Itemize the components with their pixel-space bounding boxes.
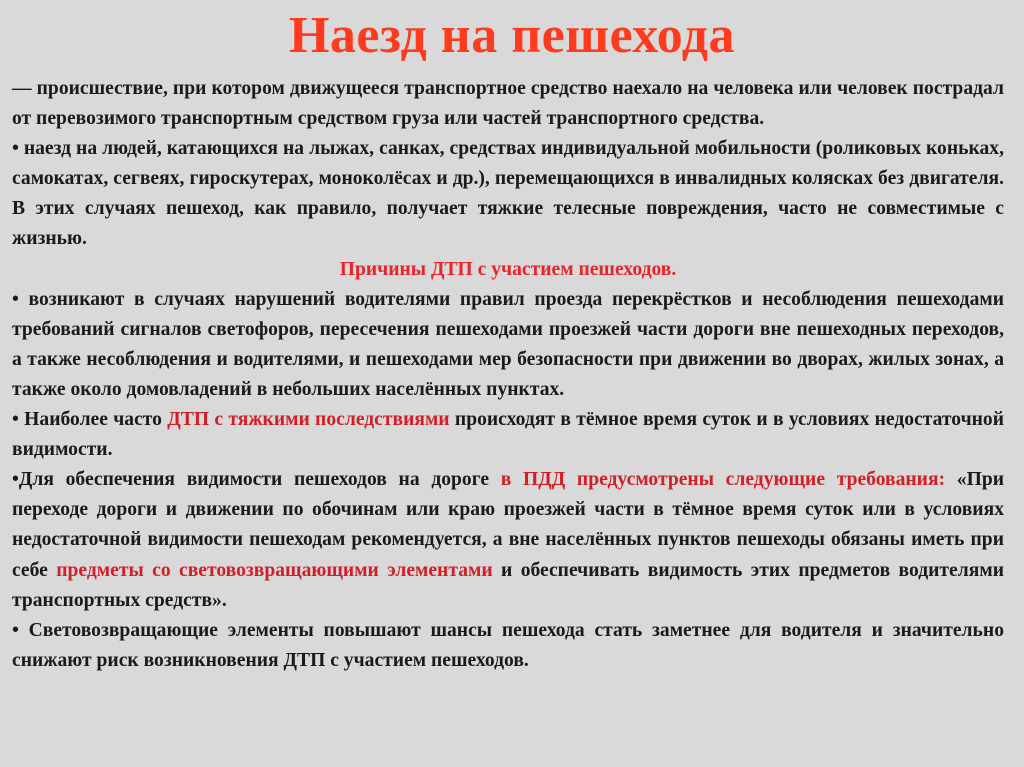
bullet-pdd-prefix: •Для обеспечения видимости пешеходов на дороге <box>12 469 501 491</box>
causes-heading: Причины ДТП с участием пешеходов. <box>339 258 677 280</box>
bullet-dark-time-suffix: происходят в тёмное время суток и в условиях недостаточной видимости. <box>12 409 1004 461</box>
bullet-dark-time-highlight: ДТП с тяжкими последствиями <box>167 409 450 431</box>
slide-title: Наезд на пешехода <box>288 7 736 64</box>
bullet-pdd-suffix: и обеспечивать видимость этих предметов водителями транспортных средств». <box>12 559 1004 611</box>
bullet-pdd-highlight-rules: в ПДД предусмотрены следующие требования: <box>500 469 946 491</box>
bullet-pdd-requirements <box>12 465 1004 615</box>
bullet-pdd-highlight-reflective: предметы со световозвращающими элементами <box>56 559 493 581</box>
definition-paragraph: — происшествие, при котором движущееся транспортное средство наехало на человека или человек пострадал от перевозимого транспортным средством груза или частей транспортного средства. <box>12 78 1004 130</box>
bullet-dark-time <box>12 405 1004 465</box>
bullet-causes: • возникают в случаях нарушений водителями правил проезда перекрёстков и несоблюдения пешеходами требований сигналов светофоров, пересечения пешеходами проезжей части дороги вне пешеходных переходов, а также несоблюдения и водителями, и пешеходами мер безопасности при движении во дворах, жилых зонах, а также около домовладений в небольших населённых пунктах. <box>12 288 1004 400</box>
bullet-mobility-devices: • наезд на людей, катающихся на лыжах, санках, средствах индивидуальной мобильности (роликовых коньках, самокатах, сегвеях, гироскутерах, моноколёсах и др.), перемещающихся в инвалидных колясках без двигателя. В этих случаях пешеход, как правило, получает тяжкие телесные повреждения, часто не совместимые с жизнью. <box>12 138 1004 250</box>
bullet-pdd-middle: «При переходе дороги и движении по обочинам или краю проезжей части в тёмное время суток или в условиях недостаточной видимости пешеходам рекомендуется, а вне населённых пунктов пешеходы обязаны иметь при себе <box>12 469 1005 581</box>
slide-body <box>12 74 1004 676</box>
bullet-dark-time-prefix: • Наиболее часто <box>12 409 168 431</box>
bullet-reflective-elements: • Световозвращающие элементы повышают шансы пешехода стать заметнее для водителя и значительно снижают риск возникновения ДТП с участием пешеходов. <box>12 619 1004 671</box>
